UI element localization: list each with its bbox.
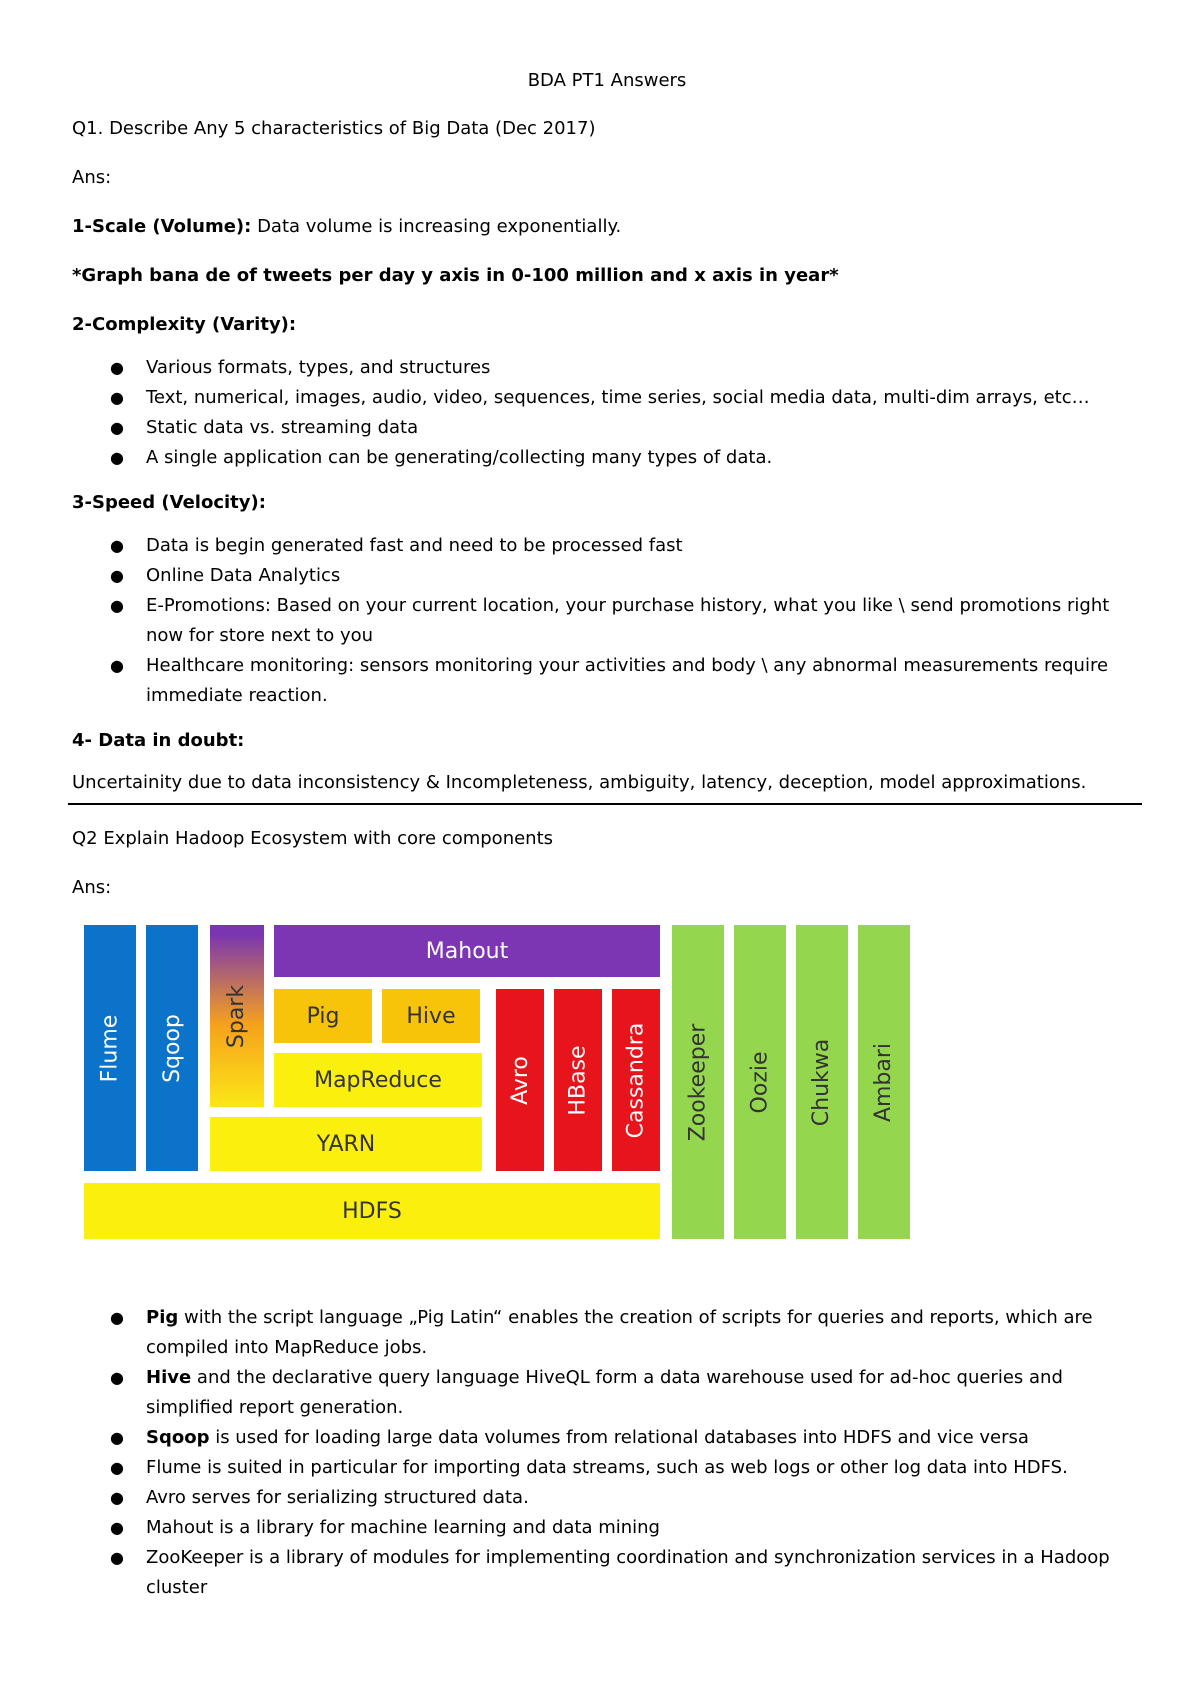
answer-label-2: Ans: <box>72 877 112 898</box>
hive-block: Hive <box>382 989 480 1043</box>
list-item: ● Pig with the script language „Pig Latin“ enables the creation of scripts for queries and reports, which are compiled into MapReduce jobs. <box>110 1307 1093 1358</box>
list-item: ● ZooKeeper is a library of modules for implementing coordination and synchronization services in a Hadoop cluster <box>110 1547 1110 1598</box>
speed-heading: 3-Speed (Velocity): <box>72 492 266 513</box>
answer-label: Ans: <box>72 167 112 188</box>
avro-block: Avro <box>496 989 544 1171</box>
zookeeper-block: Zookeeper <box>672 925 724 1239</box>
speed-list <box>72 531 1142 711</box>
question-2: Q2 Explain Hadoop Ecosystem with core components <box>72 828 554 849</box>
mapreduce-block: MapReduce <box>274 1053 482 1107</box>
list-item: ● Sqoop is used for loading large data volumes from relational databases into HDFS and vice versa <box>110 1427 1029 1448</box>
question-1: Q1. Describe Any 5 characteristics of Big Data (Dec 2017) <box>72 118 596 139</box>
graph-note: *Graph bana de of tweets per day y axis in 0-100 million and x axis in year* <box>72 265 839 286</box>
list-item: ● Hive and the declarative query language HiveQL form a data warehouse used for ad-hoc queries and simplified report generation. <box>110 1367 1063 1418</box>
complexity-list <box>72 353 1142 473</box>
yarn-block: YARN <box>210 1117 482 1171</box>
complexity-heading: 2-Complexity (Varity): <box>72 314 297 335</box>
cassandra-block: Cassandra <box>612 989 660 1171</box>
list-item: ● Flume is suited in particular for importing data streams, such as web logs or other log data into HDFS. <box>110 1457 1068 1478</box>
oozie-block: Oozie <box>734 925 786 1239</box>
doubt-heading: 4- Data in doubt: <box>72 730 245 751</box>
mahout-block: Mahout <box>274 925 660 977</box>
list-item: ● E-Promotions: Based on your current location, your purchase history, what you like \ send promotions right now for store next to you <box>110 595 1110 646</box>
list-item: ● Avro serves for serializing structured data. <box>110 1487 529 1508</box>
scale-paragraph <box>72 215 1142 239</box>
ambari-block: Ambari <box>858 925 910 1239</box>
hdfs-block: HDFS <box>84 1183 660 1239</box>
document-title: BDA PT1 Answers <box>527 70 687 91</box>
list-item: ● Healthcare monitoring: sensors monitoring your activities and body \ any abnormal measurements require immediate reaction. <box>110 655 1109 706</box>
scale-text: Data volume is increasing exponentially. <box>251 216 622 237</box>
hadoop-ecosystem-diagram <box>84 925 984 1275</box>
pig-block: Pig <box>274 989 372 1043</box>
list-item: ● Data is begin generated fast and need to be processed fast <box>110 535 683 556</box>
list-item: ● Mahout is a library for machine learning and data mining <box>110 1517 660 1538</box>
section-divider <box>68 803 1142 805</box>
document-page <box>72 70 1142 1603</box>
chukwa-block: Chukwa <box>796 925 848 1239</box>
components-list <box>72 1303 1142 1603</box>
list-item: ● Text, numerical, images, audio, video, sequences, time series, social media data, multi-dim arrays, etc… <box>110 387 1090 408</box>
flume-block: Flume <box>84 925 136 1171</box>
hbase-block: HBase <box>554 989 602 1171</box>
list-item: ● Static data vs. streaming data <box>110 417 419 438</box>
list-item: ● Various formats, types, and structures <box>110 357 491 378</box>
scale-heading: 1-Scale (Volume): <box>72 216 252 237</box>
doubt-text: Uncertainity due to data inconsistency & Incompleteness, ambiguity, latency, deception, model approximations. <box>72 772 1087 793</box>
spark-block: Spark <box>210 925 264 1107</box>
list-item: ● A single application can be generating/collecting many types of data. <box>110 447 773 468</box>
list-item: ● Online Data Analytics <box>110 565 341 586</box>
sqoop-block: Sqoop <box>146 925 198 1171</box>
